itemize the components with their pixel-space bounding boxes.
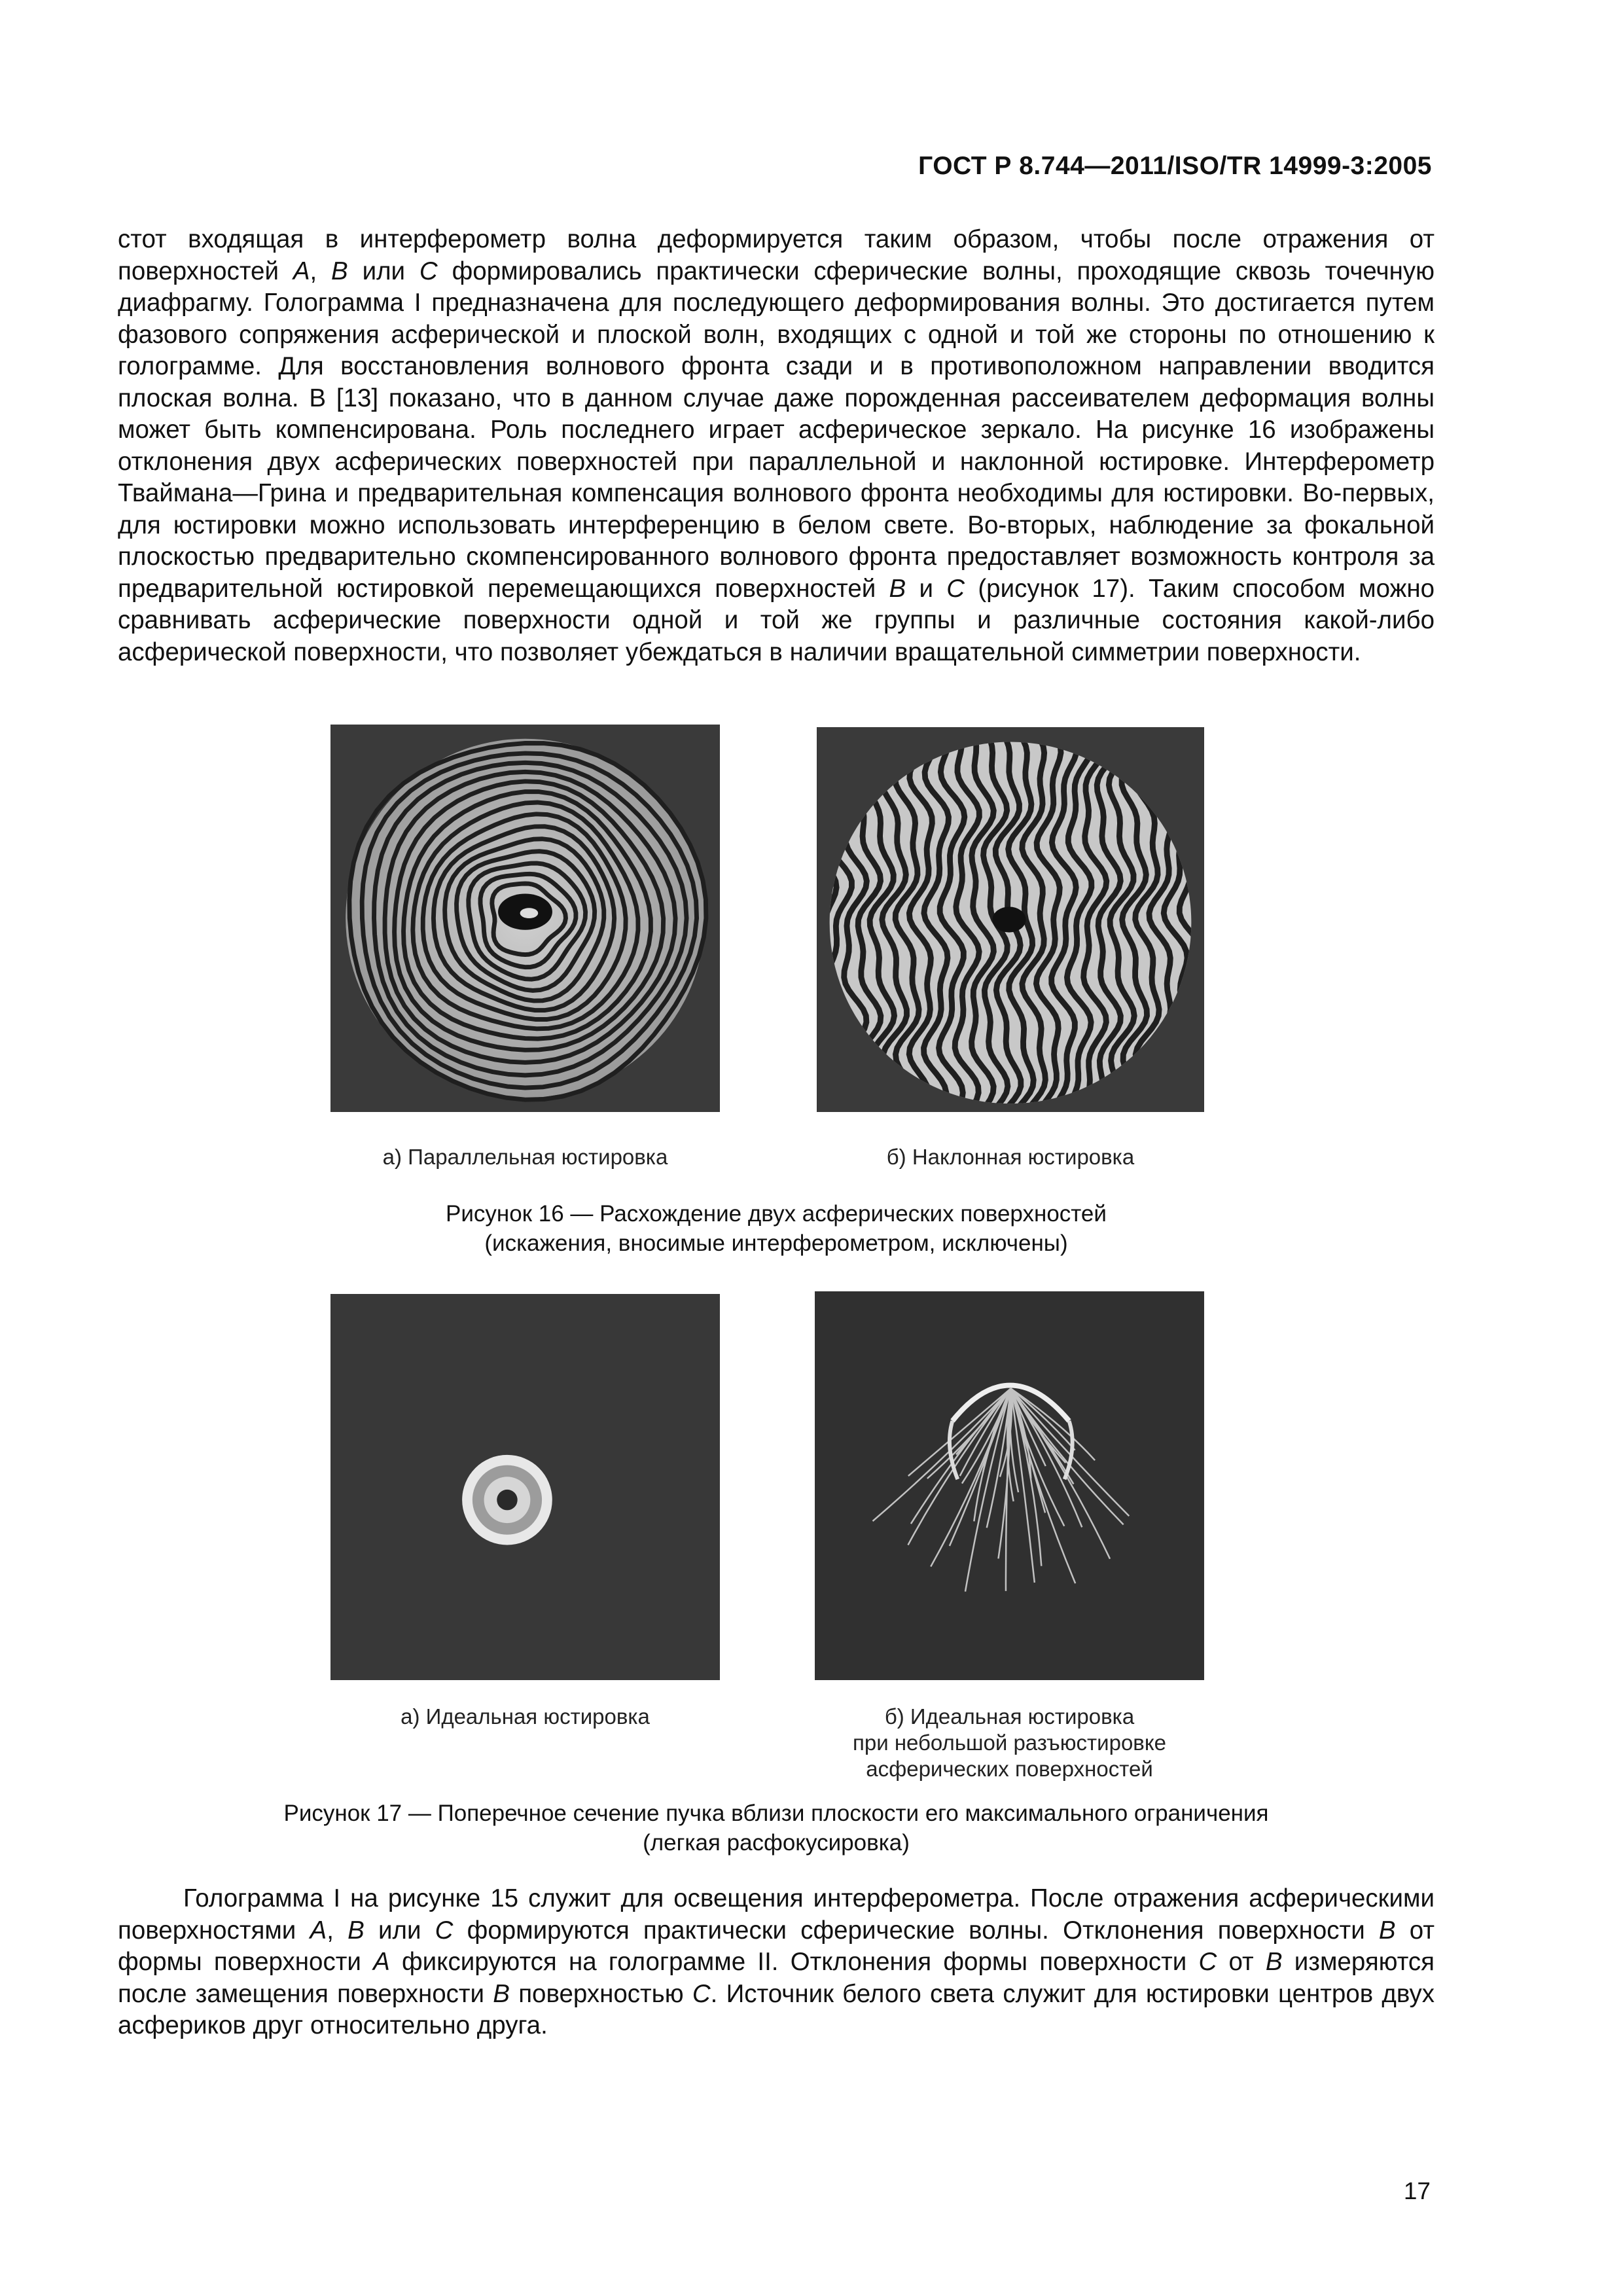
page-number: 17: [1403, 2178, 1431, 2204]
figure-17b-caption-line3: асферических поверхностей: [866, 1757, 1153, 1781]
paragraph-1-text: ,: [310, 257, 332, 285]
paragraph-1-text: формировались практически сферические волны, проходящие сквозь точечную диафрагму. Голограмма I предназначена для последующего деформирования волны. Это достигается путем фазового сопряжения асферической и плоской волн, входящих с одной и той же стороны по отношению к голограмме. Для восстановления волнового фронта сзади и в противоположном направлении вводится плоская волна. В [13] показано, что в данном случае даже порожденная рассеивателем деформация волны может быть компенсирована. Роль последнего играет асферическое зеркало. На рисунке 16 изображены отклонения двух асферических поверхностей при параллельной и наклонной юстировке. Интерферометр Тваймана—Грина и предварительная компенсация волнового фронта необходимы для юстировки. Во-первых, для юстировки можно использовать интерференцию в белом свете. Во-вторых, наблюдение за фокальной плоскостью предварительно скомпенсированного волнового фронта предоставляет возможность контроля за предварительной юстировкой перемещающихся поверхностей: [118, 257, 1435, 603]
surface-label-c: C: [1198, 1948, 1217, 1976]
paragraph-1-text: и: [906, 574, 947, 603]
surface-label-a: A: [373, 1948, 390, 1976]
figure-16a-caption: а) Параллельная юстировка: [382, 1145, 668, 1169]
paragraph-1-text: стот входящая в интерферометр волна деформируется таким образом, чтобы после отражения от поверхностей: [118, 225, 1435, 285]
paragraph-2-text: поверхностью: [509, 1979, 692, 2008]
figure-17b-caption-line1: б) Идеальная юстировка: [884, 1704, 1135, 1729]
figure-17-title-line2: (легкая расфокусировка): [643, 1830, 910, 1856]
figure-16a-interferogram: [330, 725, 720, 1112]
figure-17a-beam-section: [330, 1294, 720, 1680]
surface-label-c: C: [692, 1979, 711, 2008]
paragraph-2-text: или: [364, 1916, 435, 1945]
figure-16a-image: [330, 725, 720, 1112]
figure-17-title: [118, 1799, 1435, 1857]
surface-label-a: A: [293, 257, 310, 285]
surface-label-b: B: [493, 1979, 510, 2008]
paragraph-2-text: формируются практически сферические волны. Отклонения поверхности: [453, 1916, 1379, 1945]
paragraph-2-text: фиксируются на голограмме II. Отклонения формы поверхности: [389, 1948, 1199, 1976]
paragraph-2-text: Голограмма I на рисунке 15 служит для освещения интерферометра. После отражения асферическими поверхностями: [118, 1884, 1435, 1945]
figure-17b-caption: [815, 1704, 1204, 1782]
paragraph-2-text: измеряются после замещения поверхности: [118, 1948, 1435, 2008]
figure-17b-image: [815, 1291, 1204, 1680]
figure-16b-caption: б) Наклонная юстировка: [886, 1145, 1135, 1169]
surface-label-a: A: [310, 1916, 327, 1945]
surface-label-b: B: [1265, 1948, 1283, 1976]
paragraph-2: [118, 1883, 1435, 2042]
figure-17b-caption-line2: при небольшой разъюстировке: [853, 1731, 1166, 1755]
surface-label-b: B: [348, 1916, 365, 1945]
surface-label-b: B: [1378, 1916, 1396, 1945]
surface-label-b: B: [331, 257, 348, 285]
figure-16-title-line2: (искажения, вносимые интерферометром, исключены): [484, 1230, 1068, 1256]
paragraph-1-text: или: [348, 257, 419, 285]
figure-17a-image: [330, 1294, 720, 1680]
figure-16-title: [118, 1199, 1435, 1258]
paragraph-2-text: от: [1217, 1948, 1266, 1976]
surface-label-c: C: [419, 257, 438, 285]
surface-label-b: B: [889, 574, 906, 603]
surface-label-c: C: [946, 574, 965, 603]
paragraph-1: [118, 224, 1435, 668]
figure-16b-interferogram: [817, 727, 1204, 1112]
paragraph-2-text: . Источник белого света служит для юстировки центров двух асфериков друг относительно друга.: [118, 1979, 1435, 2039]
figure-17b-beam-section: [815, 1291, 1204, 1680]
figure-16-title-line1: Рисунок 16 — Расхождение двух асферических поверхностей: [446, 1201, 1107, 1227]
surface-label-c: C: [435, 1916, 454, 1945]
paragraph-2-text: ,: [327, 1916, 348, 1945]
paragraph-1-text: (рисунок 17). Таким способом можно сравнивать асферические поверхности одной и той же группы и различные состояния какой-либо асферической поверхности, что позволяет убеждаться в наличии вращательной симметрии поверхности.: [118, 574, 1435, 666]
document-header: ГОСТ Р 8.744—2011/ISO/TR 14999-3:2005: [918, 152, 1432, 180]
paragraph-2-text: от формы поверхности: [118, 1916, 1435, 1976]
figure-16b-image: [817, 727, 1204, 1112]
figure-17-title-line1: Рисунок 17 — Поперечное сечение пучка вблизи плоскости его максимального ограничения: [283, 1801, 1269, 1826]
figure-17a-caption: а) Идеальная юстировка: [401, 1704, 650, 1729]
